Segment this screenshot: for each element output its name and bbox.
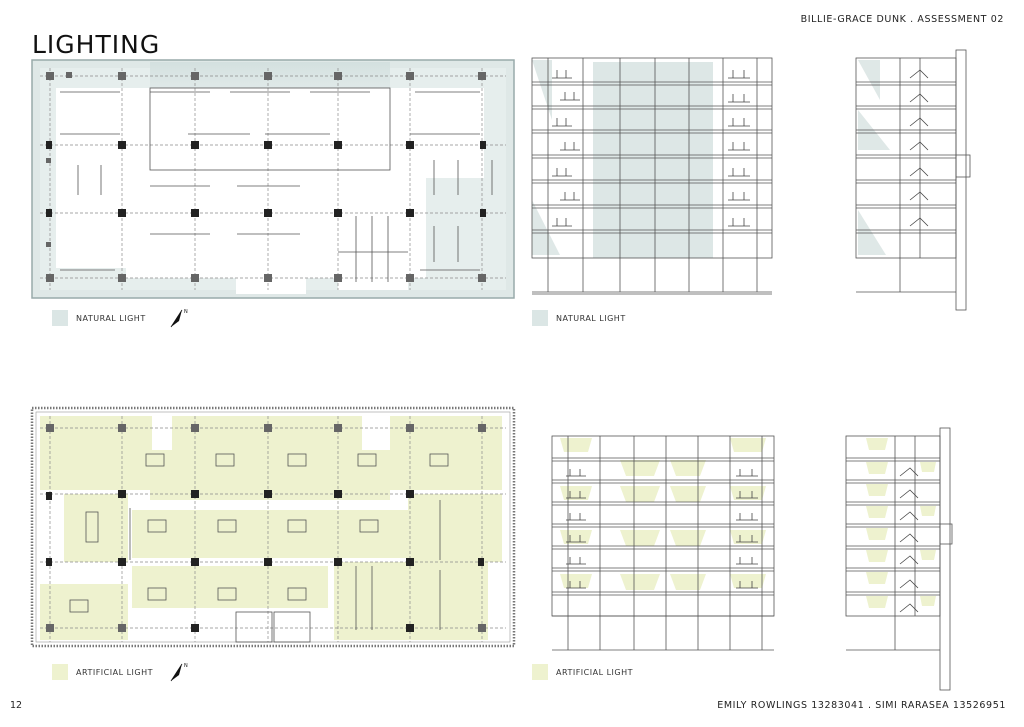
- artificial-light-swatch: [532, 664, 548, 680]
- north-arrow-icon: [171, 309, 188, 327]
- legend-natural-plan: [52, 310, 146, 326]
- legend-artificial-section-label: ARTIFICIAL LIGHT: [556, 667, 633, 677]
- legend-natural-section: [532, 310, 626, 326]
- svg-text:N: N: [184, 663, 188, 669]
- authors-label: EMILY ROWLINGS 13283041 . SIMI RARASEA 13526951: [717, 700, 1006, 711]
- svg-text:N: N: [184, 309, 188, 315]
- legend-natural-plan-label: NATURAL LIGHT: [76, 313, 146, 323]
- natural-light-side-section: [856, 50, 970, 310]
- assessment-label: BILLIE-GRACE DUNK . ASSESSMENT 02: [800, 14, 1004, 25]
- legend-natural-section-label: NATURAL LIGHT: [556, 313, 626, 323]
- page-number: 12: [10, 700, 23, 711]
- legend-artificial-section: [532, 664, 633, 680]
- artificial-light-swatch: [52, 664, 68, 680]
- legend-artificial-plan-label: ARTIFICIAL LIGHT: [76, 667, 153, 677]
- artificial-light-plan: [32, 408, 514, 646]
- artificial-light-section: [552, 436, 774, 650]
- natural-light-section: [532, 58, 772, 294]
- natural-light-swatch: [52, 310, 68, 326]
- artificial-light-side-section: [846, 428, 952, 690]
- natural-light-swatch: [532, 310, 548, 326]
- legend-artificial-plan: [52, 664, 153, 680]
- north-arrow-icon: [171, 663, 188, 681]
- natural-light-plan: [32, 60, 514, 298]
- page-title: LIGHTING: [32, 30, 161, 59]
